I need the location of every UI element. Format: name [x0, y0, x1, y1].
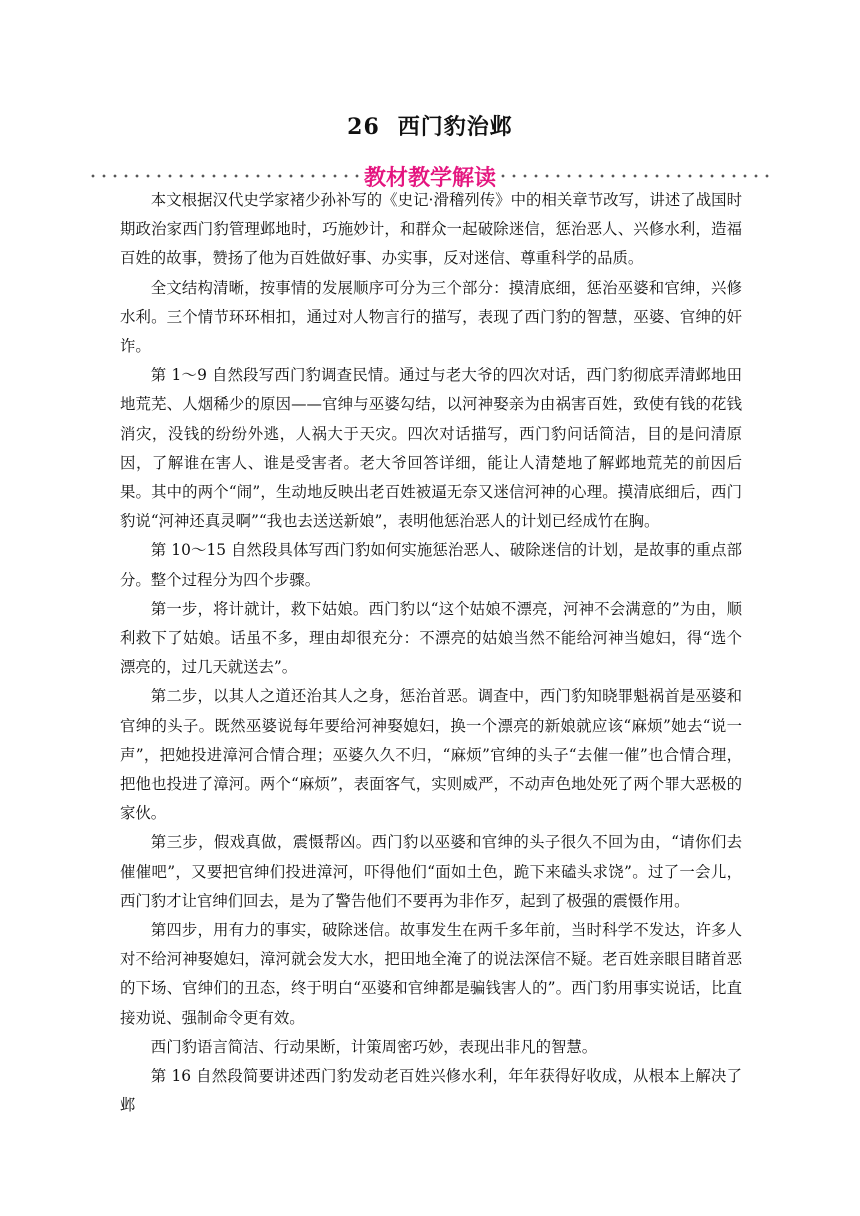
paragraph-1: 本文根据汉代史学家褚少孙补写的《史记·滑稽列传》中的相关章节改写，讲述了战国时期政治家西门豹管理邺地时，巧施妙计，和群众一起破除迷信，惩治恶人、兴修水利，造福百姓的故事，赞扬了他为百姓做好事、办实事，反对迷信、尊重科学的品质。: [120, 191, 742, 268]
paragraph-6: 第二步，以其人之道还治其人之身，惩治首恶。调查中，西门豹知晓罪魁祸首是巫婆和官绅的头子。既然巫婆说每年要给河神娶媳妇，换一个漂亮的新娘就应该“麻烦”她去“说一声”，把她投进漳河合情合理；巫婆久久不归，“麻烦”官绅的头子“去催一催”也合情合理，把他也投进了漳河。两个“麻烦”，表面客气，实则威严，不动声色地处死了两个罪大恶极的家伙。: [120, 687, 742, 823]
paragraph-10: 第 16 自然段简要讲述西门豹发动老百姓兴修水利，年年获得好收成，从根本上解决了邺: [120, 1067, 742, 1115]
lesson-title: [0, 110, 860, 141]
paragraph-5: 第一步，将计就计，救下姑娘。西门豹以“这个姑娘不漂亮，河神不会满意的”为由，顺利救下了姑娘。话虽不多，理由却很充分：不漂亮的姑娘当然不能给河神当媳妇，得“选个漂亮的，过几天就送去”。: [120, 599, 742, 677]
paragraph-9: 西门豹语言简洁、行动果断，计策周密巧妙，表现出非凡的智慧。: [150, 1037, 598, 1056]
section-heading: 教材教学解读: [364, 165, 497, 191]
lesson-title-text: 西门豹治邺: [397, 115, 513, 140]
body-text: [120, 186, 742, 1121]
paragraph-3: 第 1～9 自然段写西门豹调查民情。通过与老大爷的四次对话，西门豹彻底弄清邺地田地荒芜、人烟稀少的原因——官绅与巫婆勾结，以河神娶亲为由祸害百姓，致使有钱的花钱消灾，没钱的纷纷外逃，人祸大于天灾。四次对话描写，西门豹问话简洁，目的是问清原因，了解谁在害人、谁是受害者。老大爷回答详细，能让人清楚地了解邺地荒芜的前因后果。其中的两个“闹”，生动地反映出老百姓被逼无奈又迷信河神的心理。摸清底细后，西门豹说“河神还真灵啊”“我也去送送新娘”，表明他惩治恶人的计划已经成竹在胸。: [120, 366, 742, 531]
paragraph-7: 第三步，假戏真做，震慑帮凶。西门豹以巫婆和官绅的头子很久不回为由，“请你们去催催吧”，又要把官绅们投进漳河，吓得他们“面如土色，跪下来磕头求饶”。过了一会儿，西门豹才让官绅们回去，是为了警告他们不要再为非作歹，起到了极强的震慑作用。: [120, 833, 742, 910]
dotted-rule-left: [90, 172, 360, 180]
paragraph-2: 全文结构清晰，按事情的发展顺序可分为三个部分：摸清底细，惩治巫婆和官绅，兴修水利。三个情节环环相扣，通过对人物言行的描写，表现了西门豹的智慧，巫婆、官绅的奸诈。: [120, 278, 742, 356]
paragraph-4: 第 10～15 自然段具体写西门豹如何实施惩治恶人、破除迷信的计划，是故事的重点部分。整个过程分为四个步骤。: [120, 541, 742, 589]
lesson-number: 26: [347, 114, 380, 140]
paragraph-8: 第四步，用有力的事实，破除迷信。故事发生在两千多年前，当时科学不发达，许多人对不给河神娶媳妇，漳河就会发大水，把田地全淹了的说法深信不疑。老百姓亲眼目睹首恶的下场、官绅们的丑态，终于明白“巫婆和官绅都是骗钱害人的”。西门豹用事实说话，比直接劝说、强制命令更有效。: [120, 921, 742, 1027]
dotted-rule-right: [500, 172, 770, 180]
